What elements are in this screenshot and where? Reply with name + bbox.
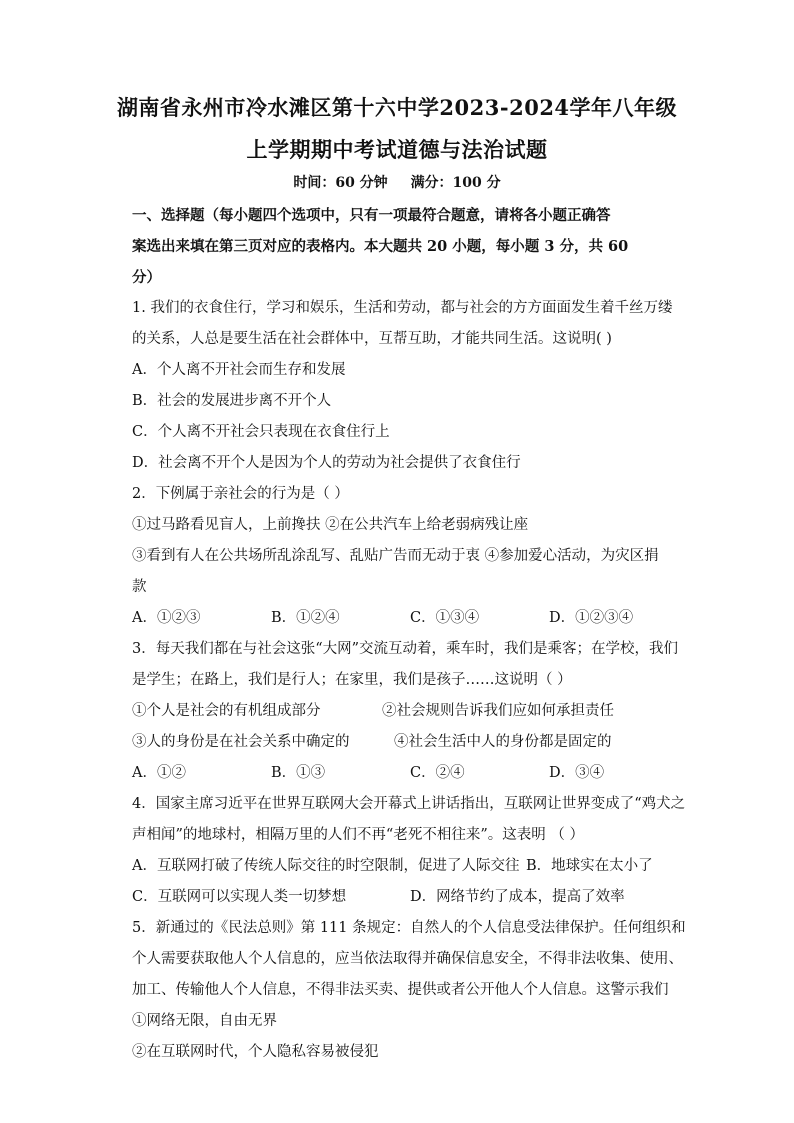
q2-option-d: D．①②③④ (549, 610, 634, 626)
exam-time: 时间：60 分钟 (293, 175, 388, 191)
exam-score: 满分：100 分 (410, 175, 501, 191)
section-heading-line-2: 案选出来填在第三页对应的表格内。本大题共 20 小题，每小题 3 分，共 60 (132, 238, 629, 255)
q1-stem-line-1: 1. 我们的衣食住行，学习和娱乐，生活和劳动，都与社会的方方面面发生着千丝万缕 (132, 300, 673, 316)
q1-option-a: A．个人离不开社会而生存和发展 (132, 362, 346, 378)
q3-item-3: ③人的身份是在社会关系中确定的 (132, 734, 350, 750)
q3-items-row-2 (132, 727, 672, 758)
section-heading-line-1: 一、选择题（每小题四个选项中，只有一项最符合题意，请将各小题正确答 (132, 207, 611, 224)
q3-options (132, 758, 672, 789)
q2-options (132, 603, 672, 634)
q4-options-row-1 (132, 851, 672, 882)
q3-stem-line-1: 3．每天我们都在与社会这张“大网”交流互动着，乘车时，我们是乘客；在学校，我们 (132, 641, 679, 657)
q3-stem-line-2: 是学生；在路上，我们是行人；在家里，我们是孩子……这说明（ ） (132, 672, 572, 688)
q2-option-a: A．①②③ (132, 610, 201, 626)
q4-stem-line-2: 声相闻”的地球村，相隔万里的人们不再“老死不相往来”。这表明 （ ） (132, 827, 584, 843)
q3-option-d: D．③④ (549, 765, 605, 781)
exam-title-line-1: 湖南省永州市冷水滩区第十六中学2023-2024学年八年级 (116, 95, 678, 120)
q4-option-a: A．互联网打破了传统人际交往的时空限制，促进了人际交往 (132, 858, 520, 874)
q4-stem-line-1: 4．国家主席习近平在世界互联网大会开幕式上讲话指出，互联网让世界变成了“鸡犬之 (132, 796, 686, 812)
q5-item-2: ②在互联网时代，个人隐私容易被侵犯 (132, 1044, 379, 1060)
q4-options-row-2 (132, 882, 672, 913)
q5-stem-line-3: 加工、传输他人个人信息，不得非法买卖、提供或者公开他人个人信息。这警示我们 (132, 982, 669, 998)
q5-stem-line-2: 个人需要获取他人个人信息的，应当依法取得并确保信息安全，不得非法收集、使用、 (132, 951, 683, 967)
q2-item-line-2: ③看到有人在公共场所乱涂乱写、乱贴广告而无动于衷 ④参加爱心活动，为灾区捐 (132, 548, 659, 564)
section-heading-line-3: 分） (132, 269, 161, 286)
q5-stem-line-1: 5．新通过的《民法总则》第 111 条规定：自然人的个人信息受法律保护。任何组织和 (132, 920, 686, 936)
q1-stem-line-2: 的关系，人总是要生活在社会群体中，互帮互助，才能共同生活。这说明( ) (132, 331, 612, 347)
q2-option-b: B．①②④ (271, 610, 340, 626)
q4-option-d: D．网络节约了成本，提高了效率 (410, 889, 625, 905)
exam-title-line-2: 上学期期中考试道德与法治试题 (246, 137, 548, 162)
q3-item-4: ④社会生活中人的身份都是固定的 (394, 734, 612, 750)
q4-option-b: B．地球实在太小了 (526, 858, 653, 874)
q3-option-b: B．①③ (271, 765, 326, 781)
q1-option-b: B．社会的发展进步离不开个人 (132, 393, 332, 409)
q3-items-row-1 (132, 696, 672, 727)
exam-meta (0, 172, 794, 192)
q2-option-c: C．①③④ (410, 610, 480, 626)
q1-option-c: C．个人离不开社会只表现在衣食住行上 (132, 424, 390, 440)
q5-item-1: ①网络无限，自由无界 (132, 1013, 277, 1029)
q3-option-a: A．①② (132, 765, 186, 781)
q2-stem: 2．下例属于亲社会的行为是（ ） (132, 486, 349, 502)
q4-option-c: C．互联网可以实现人类一切梦想 (132, 889, 347, 905)
q3-item-1: ①个人是社会的有机组成部分 (132, 703, 321, 719)
q2-item-line-3: 款 (132, 579, 147, 595)
q3-option-c: C．②④ (410, 765, 465, 781)
q1-option-d: D．社会离不开个人是因为个人的劳动为社会提供了衣食住行 (132, 455, 521, 471)
q2-item-line-1: ①过马路看见盲人，上前搀扶 ②在公共汽车上给老弱病残让座 (132, 517, 529, 533)
q3-item-2: ②社会规则告诉我们应如何承担责任 (382, 703, 614, 719)
